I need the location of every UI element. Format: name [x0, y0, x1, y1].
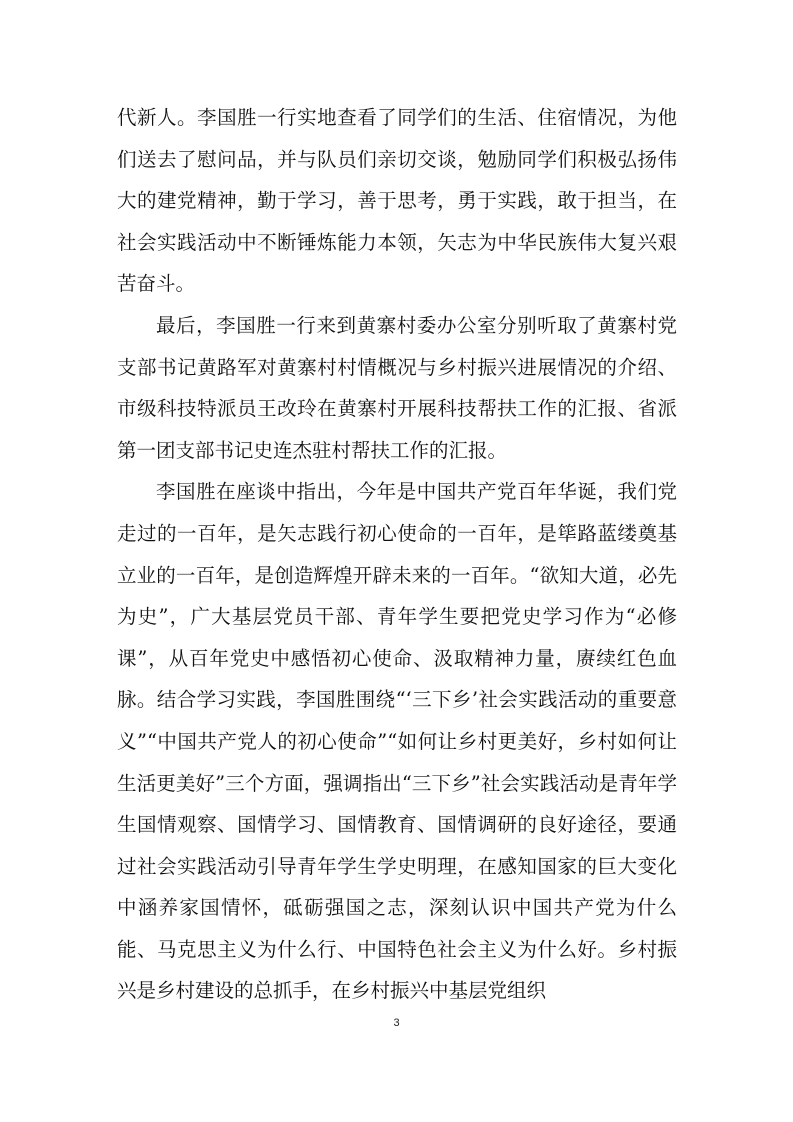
paragraph-2: 最后，李国胜一行来到黄寨村委办公室分别听取了黄寨村党支部书记黄路军对黄寨村村情概况与乡村振兴进展情况的介绍、市级科技特派员王改玲在黄寨村开展科技帮扶工作的汇报、省派第一团支部书记史连杰驻村帮扶工作的汇报。 — [117, 313, 677, 462]
document-body — [117, 97, 677, 1012]
page-number: 3 — [393, 1017, 400, 1029]
paragraph-1: 代新人。李国胜一行实地查看了同学们的生活、住宿情况，为他们送去了慰问品，并与队员们亲切交谈，勉励同学们积极弘扬伟大的建党精神，勤于学习，善于思考，勇于实践，敢于担当，在社会实践活动中不断锤炼能力本领，矢志为中华民族伟大复兴艰苦奋斗。 — [117, 106, 677, 296]
paragraph-3: 李国胜在座谈中指出，今年是中国共产党百年华诞，我们党走过的一百年，是矢志践行初心使命的一百年，是筚路蓝缕奠基立业的一百年，是创造辉煌开辟未来的一百年。“欲知大道，必先为史”，广大基层党员干部、青年学生要把党史学习作为“必修课”，从百年党史中感悟初心使命、汲取精神力量，赓续红色血脉。结合学习实践，李国胜围绕“‘三下乡’社会实践活动的重要意义”“中国共产党人的初心使命”“如何让乡村更美好，乡村如何让生活更美好”三个方面，强调指出“三下乡”社会实践活动是青年学生国情观察、国情学习、国情教育、国情调研的良好途径，要通过社会实践活动引导青年学生学史明理，在感知国家的巨大变化中涵养家国情怀，砥砺强国之志，深刻认识中国共产党为什么能、马克思主义为什么行、中国特色社会主义为什么好。乡村振兴是乡村建设的总抓手，在乡村振兴中基层党组织 — [117, 480, 677, 1003]
